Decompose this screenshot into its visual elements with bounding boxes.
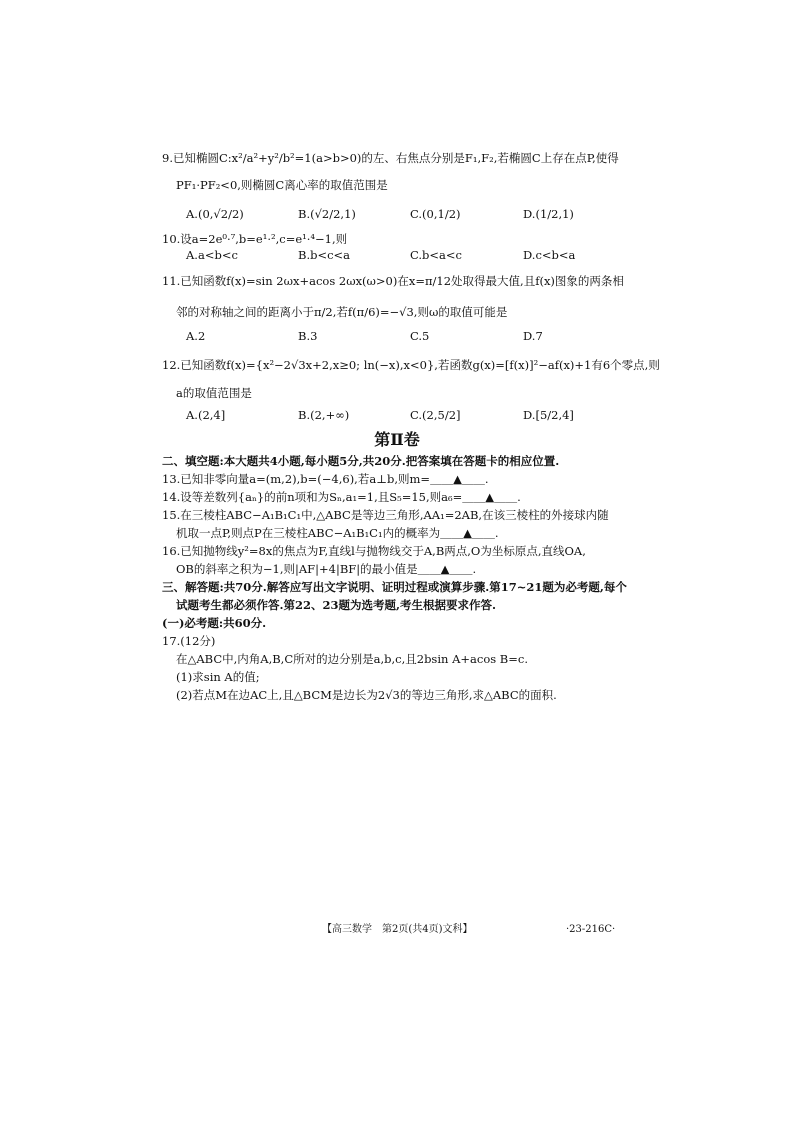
question-11-option-d: D.7 [523, 329, 543, 343]
question-9-option-d: D.(1/2,1) [523, 207, 574, 221]
question-14: 14.设等差数列{aₙ}的前n项和为Sₙ,a₁=1,且S₅=15,则a₆=＿＿▲＿＿. [162, 490, 521, 504]
question-10-options [186, 245, 636, 265]
solve-header-line1: 三、解答题:共70分.解答应写出文字说明、证明过程或演算步骤.第17~21题为必考题,每个 [162, 580, 627, 594]
fill-blank-header: 二、填空题:本大题共4小题,每小题5分,共20分.把答案填在答题卡的相应位置. [162, 454, 560, 468]
question-12-line1: 12.已知函数f(x)={x²−2√3x+2,x≥0; ln(−x),x<0},若函数g(x)=[f(x)]²−af(x)+1有6个零点,则 [162, 358, 660, 372]
required-header: (一)必考题:共60分. [162, 616, 267, 630]
question-11-line2: 邻的对称轴之间的距离小于π/2,若f(π/6)=−√3,则ω的取值可能是 [176, 305, 508, 319]
question-11-option-a: A.2 [186, 329, 206, 343]
question-15-line1: 15.在三棱柱ABC−A₁B₁C₁中,△ABC是等边三角形,AA₁=2AB,在该三棱柱的外接球内随 [162, 508, 609, 522]
question-9-options [186, 204, 636, 224]
question-17-part2: (2)若点M在边AC上,且△BCM是边长为2√3的等边三角形,求△ABC的面积. [176, 688, 557, 702]
question-10-option-d: D.c<b<a [523, 248, 576, 262]
question-10-line1: 10.设a=2e⁰·⁷,b=e¹·²,c=e¹·⁴−1,则 [162, 232, 348, 246]
question-12-option-b: B.(2,+∞) [298, 408, 350, 422]
question-9-option-c: C.(0,1/2) [410, 207, 461, 221]
question-17-stem: 在△ABC中,内角A,B,C所对的边分别是a,b,c,且2bsin A+acos B=c. [176, 652, 528, 666]
question-17-head: 17.(12分) [162, 634, 216, 648]
question-12-line2: a的取值范围是 [176, 386, 252, 400]
question-11-options [186, 326, 636, 346]
question-9-line2: PF₁·PF₂<0,则椭圆C离心率的取值范围是 [176, 178, 388, 192]
question-12-option-d: D.[5/2,4] [523, 408, 574, 422]
footer-page-info: 【高三数学 第2页(共4页)文科】 [322, 924, 473, 935]
question-10-option-b: B.b<c<a [298, 248, 351, 262]
question-17-part1: (1)求sin A的值; [176, 670, 260, 684]
question-10-option-a: A.a<b<c [186, 248, 238, 262]
question-12-options [186, 405, 636, 425]
question-12-option-a: A.(2,4] [186, 408, 226, 422]
question-12-option-c: C.(2,5/2] [410, 408, 461, 422]
question-10-option-c: C.b<a<c [410, 248, 462, 262]
question-16-line1: 16.已知抛物线y²=8x的焦点为F,直线l与抛物线交于A,B两点,O为坐标原点,直线OA, [162, 544, 586, 558]
question-9-option-b: B.(√2/2,1) [298, 207, 356, 221]
question-11-option-b: B.3 [298, 329, 318, 343]
solve-header-line2: 试题考生都必须作答.第22、23题为选考题,考生根据要求作答. [176, 598, 497, 612]
question-9-option-a: A.(0,√2/2) [186, 207, 244, 221]
question-16-line2: OB的斜率之积为−1,则|AF|+4|BF|的最小值是＿＿▲＿＿. [176, 562, 477, 576]
question-11-line1: 11.已知函数f(x)=sin 2ωx+acos 2ωx(ω>0)在x=π/12处取得最大值,且f(x)图象的两条相 [162, 274, 624, 288]
question-13: 13.已知非零向量a=(m,2),b=(−4,6),若a⊥b,则m=＿＿▲＿＿. [162, 472, 489, 486]
question-15-line2: 机取一点P,则点P在三棱柱ABC−A₁B₁C₁内的概率为＿＿▲＿＿. [176, 526, 499, 540]
footer-code: ·23-216C· [566, 924, 616, 935]
question-9-line1: 9.已知椭圆C:x²/a²+y²/b²=1(a>b>0)的左、右焦点分别是F₁,F₂,若椭圆C上存在点P,使得 [162, 151, 619, 165]
question-11-option-c: C.5 [410, 329, 430, 343]
section-2-title: 第Ⅱ卷 [374, 430, 420, 449]
